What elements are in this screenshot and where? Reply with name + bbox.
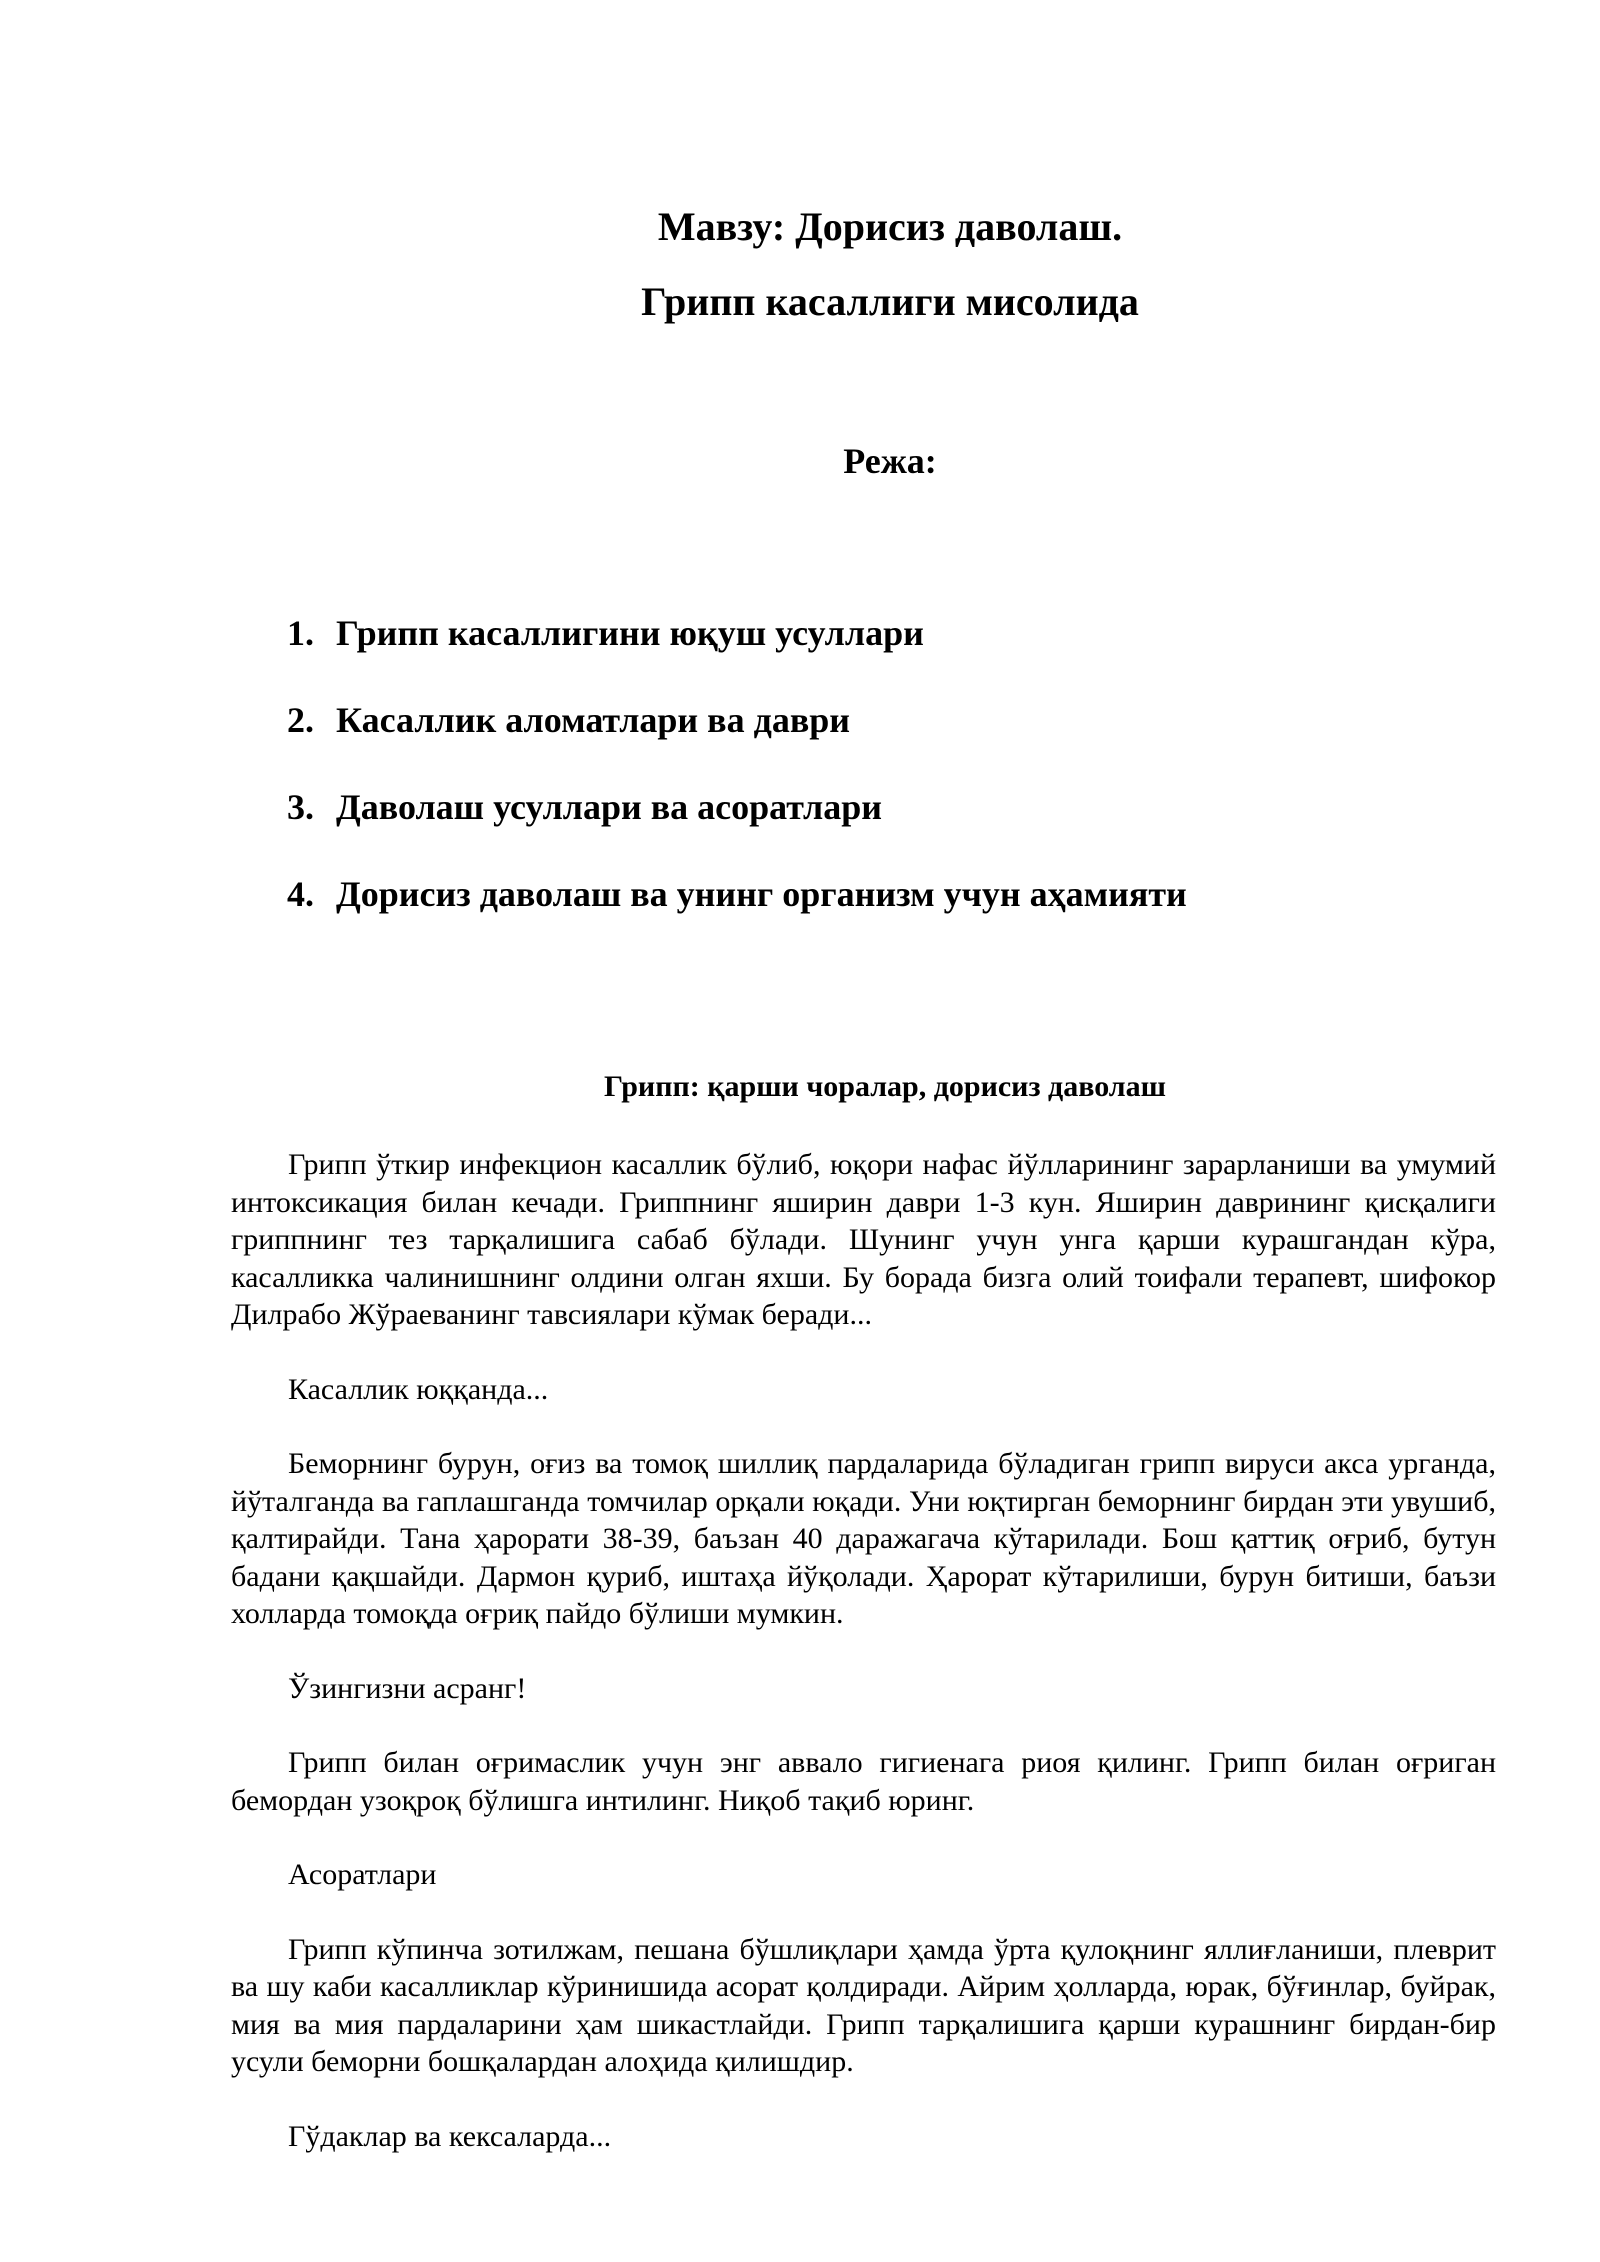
document-title-line-2: Грипп касаллиги мисолида — [641, 279, 1139, 324]
plan-item — [287, 695, 1187, 782]
article-paragraph: Беморнинг бурун, оғиз ва томоқ шиллиқ пардаларида бўладиган грипп вируси акса урганда, йўталганда ва гаплашганда томчилар орқали юқади. Уни юқтирган беморнинг бирдан эти увушиб, қалтирайди. Тана ҳарорати 38-39, баъзан 40 даражагача кўтарилади. Бош қаттиқ оғриб, бутун бадани қақшайди. Дармон қуриб, иштаҳа йўқолади. Ҳарорат кўтарилиши, бурун битиши, баъзи холларда томоқда оғриқ пайдо бўлиши мумкин. — [231, 1447, 1496, 1630]
article-subheading: Касаллик юққанда... — [288, 1372, 549, 1406]
plan-item-text: Грипп касаллигини юқуш усуллари — [336, 613, 924, 653]
plan-item — [287, 608, 1187, 695]
plan-item-number: 3. — [287, 787, 314, 827]
plan-heading: Режа: — [843, 441, 937, 481]
article-subheading: Асоратлари — [288, 1858, 437, 1891]
article-heading: Грипп: қарши чоралар, дорисиз даволаш — [604, 1070, 1166, 1103]
article-paragraph: Грипп билан оғримаслик учун энг аввало гигиенага риоя қилинг. Грипп билан оғриган бемордан узоқроқ бўлишга интилинг. Ниқоб тақиб юринг. — [231, 1746, 1496, 1817]
plan-item — [287, 782, 1187, 869]
document-title-line-1: Мавзу: Дорисиз даволаш. — [657, 204, 1123, 249]
article-paragraph: Грипп кўпинча зотилжам, пешана бўшлиқлари ҳамда ўрта қулоқнинг яллиғланиши, плеврит ва шу каби касалликлар кўринишида асорат қолдиради. Айрим ҳолларда, юрак, бўғинлар, буйрак, мия ва мия пардаларини ҳам шикастлайди. Грипп тарқалишига қарши курашнинг бирдан-бир усули беморни бошқалардан алоҳида қилишдир. — [231, 1932, 1496, 2078]
plan-item-text: Касаллик аломатлари ва даври — [336, 700, 851, 740]
article-subheading: Гўдаклар ва кексаларда... — [288, 2119, 612, 2153]
plan-item-number: 4. — [287, 874, 314, 914]
article-subheading: Ўзингизни асранг! — [288, 1671, 527, 1705]
article-body — [231, 1146, 1496, 2192]
plan-item — [287, 869, 1187, 956]
plan-list — [287, 608, 1187, 956]
article-paragraph: Грипп ўткир инфекцион касаллик бўлиб, юқори нафас йўлларининг зарарланиши ва умумий интоксикация билан кечади. Гриппнинг яширин даври 1-3 кун. Яширин даврининг қисқалиги гриппнинг тез тарқалишига сабаб бўлади. Шунинг учун унга қарши курашгандан кўра, касалликка чалинишнинг олдини олган яхши. Бу борада бизга олий тоифали терапевт, шифокор Дилрабо Жўраеванинг тавсиялари кўмак беради... — [231, 1148, 1496, 1331]
plan-item-text: Даволаш усуллари ва асоратлари — [336, 787, 882, 827]
plan-item-number: 1. — [287, 613, 314, 653]
plan-item-text: Дорисиз даволаш ва унинг организм учун аҳамияти — [336, 874, 1187, 914]
plan-item-number: 2. — [287, 700, 314, 740]
